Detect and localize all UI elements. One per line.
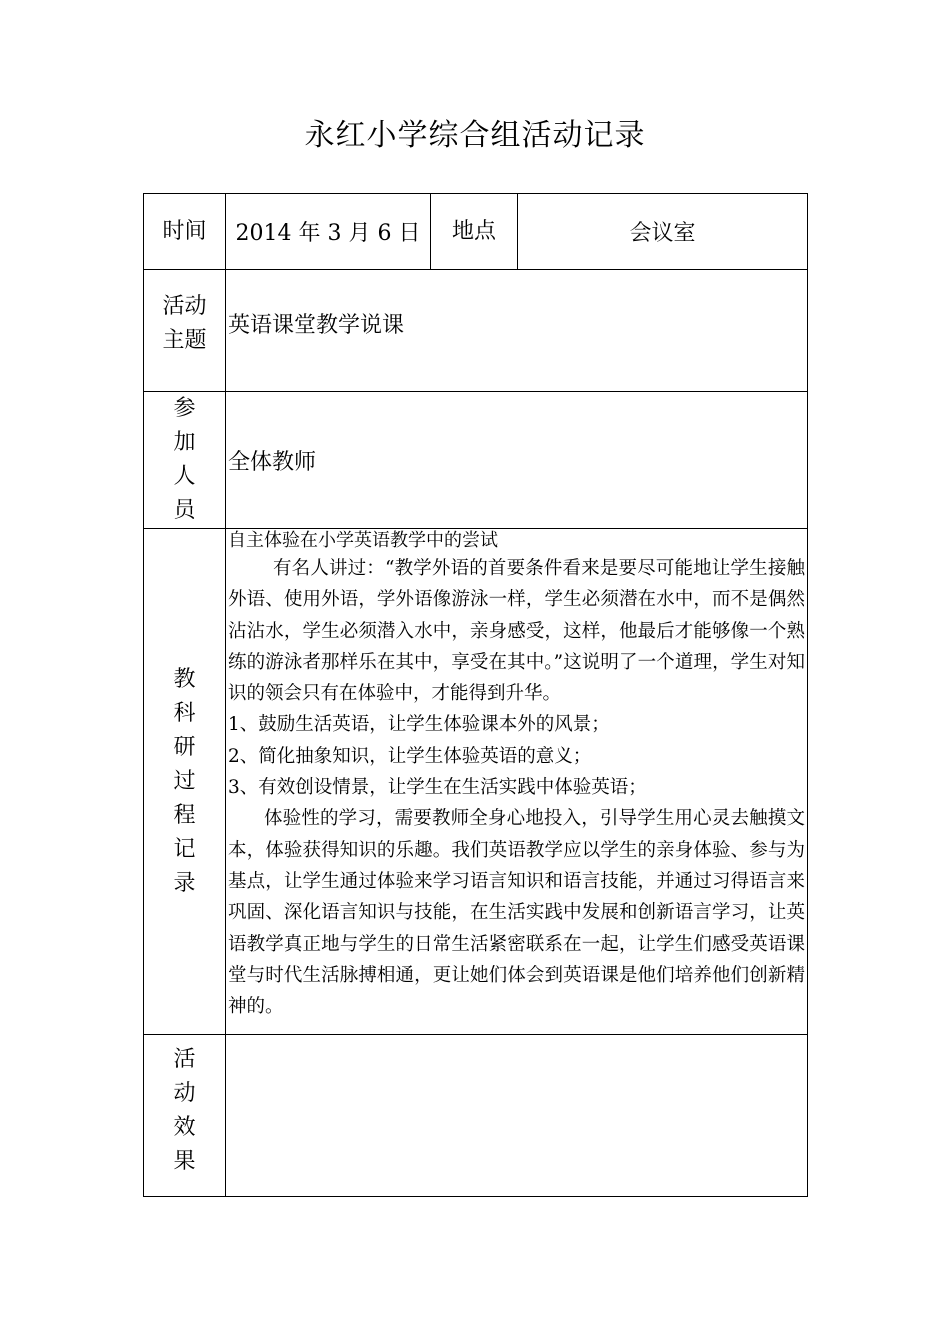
- participants-label-char: 加: [173, 430, 196, 455]
- process-label: [144, 529, 226, 1035]
- page-title: 永红小学综合组活动记录: [304, 118, 646, 153]
- participants-label-char: 人: [173, 464, 196, 489]
- effect-label-char: 活: [173, 1047, 196, 1072]
- row-theme: [144, 270, 808, 392]
- row-time-place: [144, 194, 808, 270]
- row-effect: [144, 1035, 808, 1197]
- process-label-char: 教: [173, 666, 196, 692]
- theme-label: [144, 270, 226, 392]
- process-label-char: 科: [173, 700, 196, 726]
- process-heading: 自主体验在小学英语教学中的尝试: [228, 530, 498, 551]
- theme-label-line1: 活动: [162, 294, 207, 319]
- theme-label-line2: 主题: [162, 328, 207, 353]
- process-label-char: 过: [173, 768, 196, 794]
- process-item-3: 3、有效创设情景，让学生在生活实践中体验英语；: [228, 777, 647, 799]
- process-content: [226, 529, 808, 1035]
- participants-label-char: 参: [173, 396, 196, 421]
- theme-value-text: 英语课堂教学说课: [228, 313, 405, 338]
- process-item-2: 2、简化抽象知识，让学生体验英语的意义；: [228, 745, 592, 767]
- effect-label-char: 动: [173, 1081, 196, 1106]
- participants-label-char: 员: [173, 498, 196, 523]
- process-paragraph-1: 有名人讲过：“教学外语的首要条件看来是要尽可能地让学生接触外语、使用外语，学外语像游泳一样，学生必须潜在水中，而不是偶然沾沾水，学生必须潜入水中，亲身感受，这样，他最后才能够像一个熟练的游泳者那样乐在其中，享受在其中。”这说明了一个道理，学生对知识的领会只有在体验中，才能得到升华。: [228, 558, 805, 705]
- participants-value: [226, 392, 808, 529]
- participants-label: [144, 392, 226, 529]
- place-label: 地点: [431, 194, 518, 270]
- process-paragraph-2: 体验性的学习，需要教师全身心地投入，引导学生用心灵去触摸文本，体验获得知识的乐趣。我们英语教学应以学生的亲身体验、参与为基点，让学生通过体验来学习语言知识和语言技能，并通过习得语言来巩固、深化语言知识与技能，在生活实践中发展和创新语言学习，让英语教学真正地与学生的日常生活紧密联系在一起，让学生们感受英语课堂与时代生活脉搏相通，更让她们体会到英语课是他们培养他们创新精神的。: [228, 808, 805, 1018]
- theme-value: [226, 270, 808, 392]
- process-item-1: 1、鼓励生活英语，让学生体验课本外的风景；: [228, 714, 610, 736]
- process-label-char: 程: [173, 802, 196, 828]
- time-value: 2014 年 3 月 6 日: [226, 194, 431, 270]
- effect-label-char: 果: [173, 1149, 196, 1174]
- participants-value-text: 全体教师: [228, 449, 317, 475]
- process-label-char: 记: [173, 836, 196, 862]
- effect-label: [144, 1035, 226, 1197]
- activity-record-table: [143, 193, 808, 1197]
- effect-value: [226, 1035, 808, 1197]
- process-label-char: 录: [173, 870, 196, 896]
- time-label: 时间: [144, 194, 226, 270]
- row-participants: [144, 392, 808, 529]
- effect-label-char: 效: [173, 1115, 196, 1140]
- place-value: 会议室: [518, 194, 808, 270]
- process-label-char: 研: [173, 734, 196, 760]
- row-process: [144, 529, 808, 1035]
